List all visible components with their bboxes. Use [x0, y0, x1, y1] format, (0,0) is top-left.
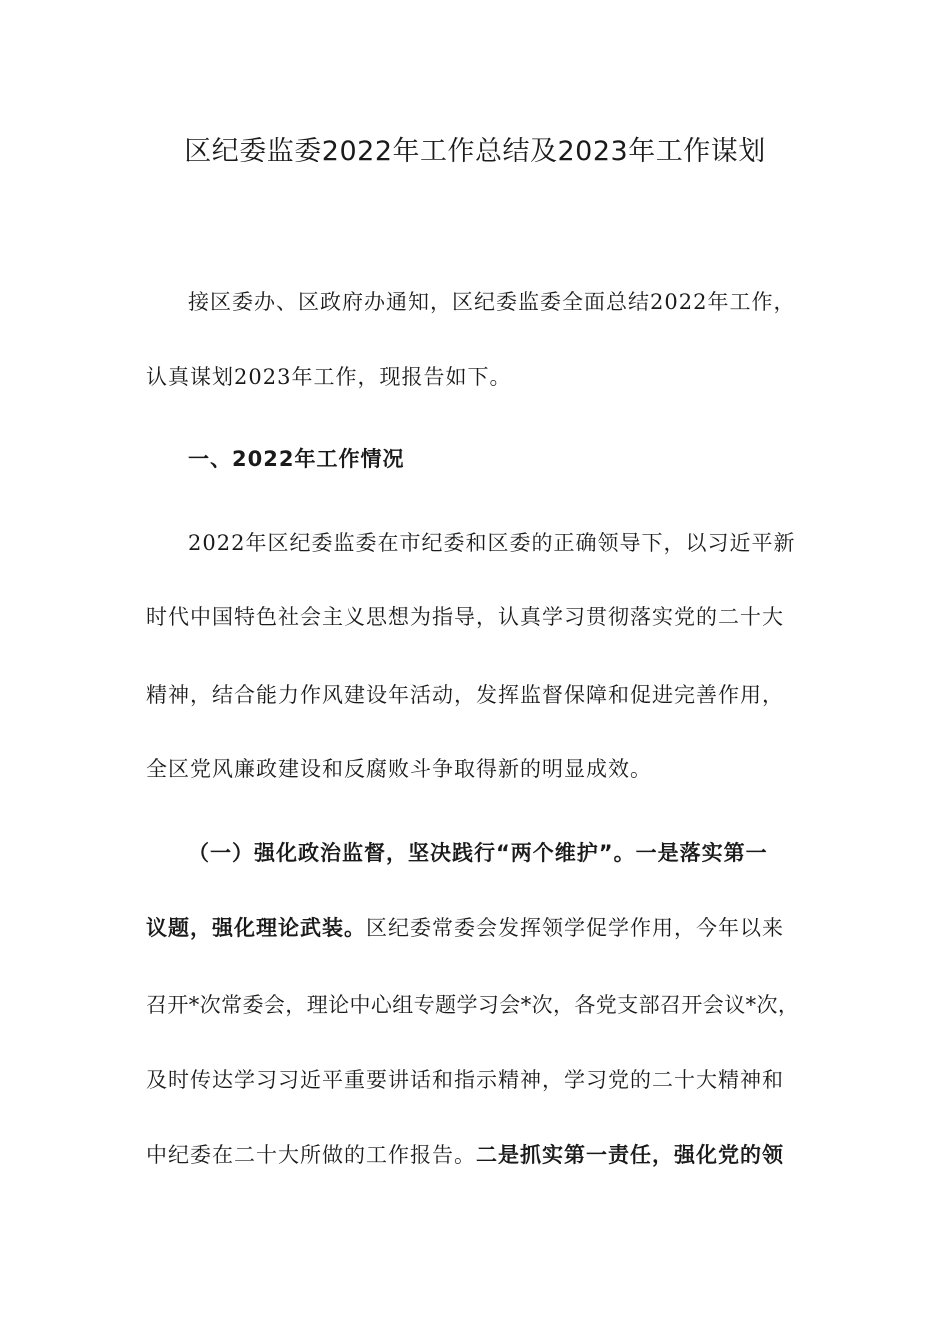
- para2-line-2-bold: 议题，强化理论武装。: [146, 916, 366, 940]
- para2-line-5-rest: 中纪委在二十大所做的工作报告。: [146, 1143, 476, 1167]
- para2-line-4: 及时传达学习习近平重要讲话和指示精神，学习党的二十大精神和: [146, 1068, 784, 1092]
- para2-line-5: [146, 1140, 784, 1170]
- document-title: 区纪委监委2022年工作总结及2023年工作谋划: [184, 136, 766, 167]
- para1-line-3: 精神，结合能力作风建设年活动，发挥监督保障和促进完善作用，: [146, 683, 784, 707]
- para2-line-5-bold: 二是抓实第一责任，强化党的领: [476, 1143, 784, 1167]
- intro-line-1: 接区委办、区政府办通知，区纪委监委全面总结2022年工作，: [188, 290, 796, 314]
- para1-line-1: 2022年区纪委监委在市纪委和区委的正确领导下，以习近平新: [188, 531, 796, 555]
- intro-line-2: 认真谋划2023年工作，现报告如下。: [146, 365, 512, 389]
- para2-line-2-rest: 区纪委常委会发挥领学促学作用，今年以来: [366, 916, 784, 940]
- para2-line-3: 召开*次常委会，理论中心组专题学习会*次，各党支部召开会议*次，: [146, 993, 800, 1017]
- para2-line-1: （一）强化政治监督，坚决践行“两个维护”。一是落实第一: [188, 841, 768, 865]
- para1-line-2: 时代中国特色社会主义思想为指导，认真学习贯彻落实党的二十大: [146, 605, 784, 629]
- para2-line-2: [146, 913, 784, 943]
- para1-line-4: 全区党风廉政建设和反腐败斗争取得新的明显成效。: [146, 757, 652, 781]
- section-heading: 一、2022年工作情况: [188, 447, 405, 471]
